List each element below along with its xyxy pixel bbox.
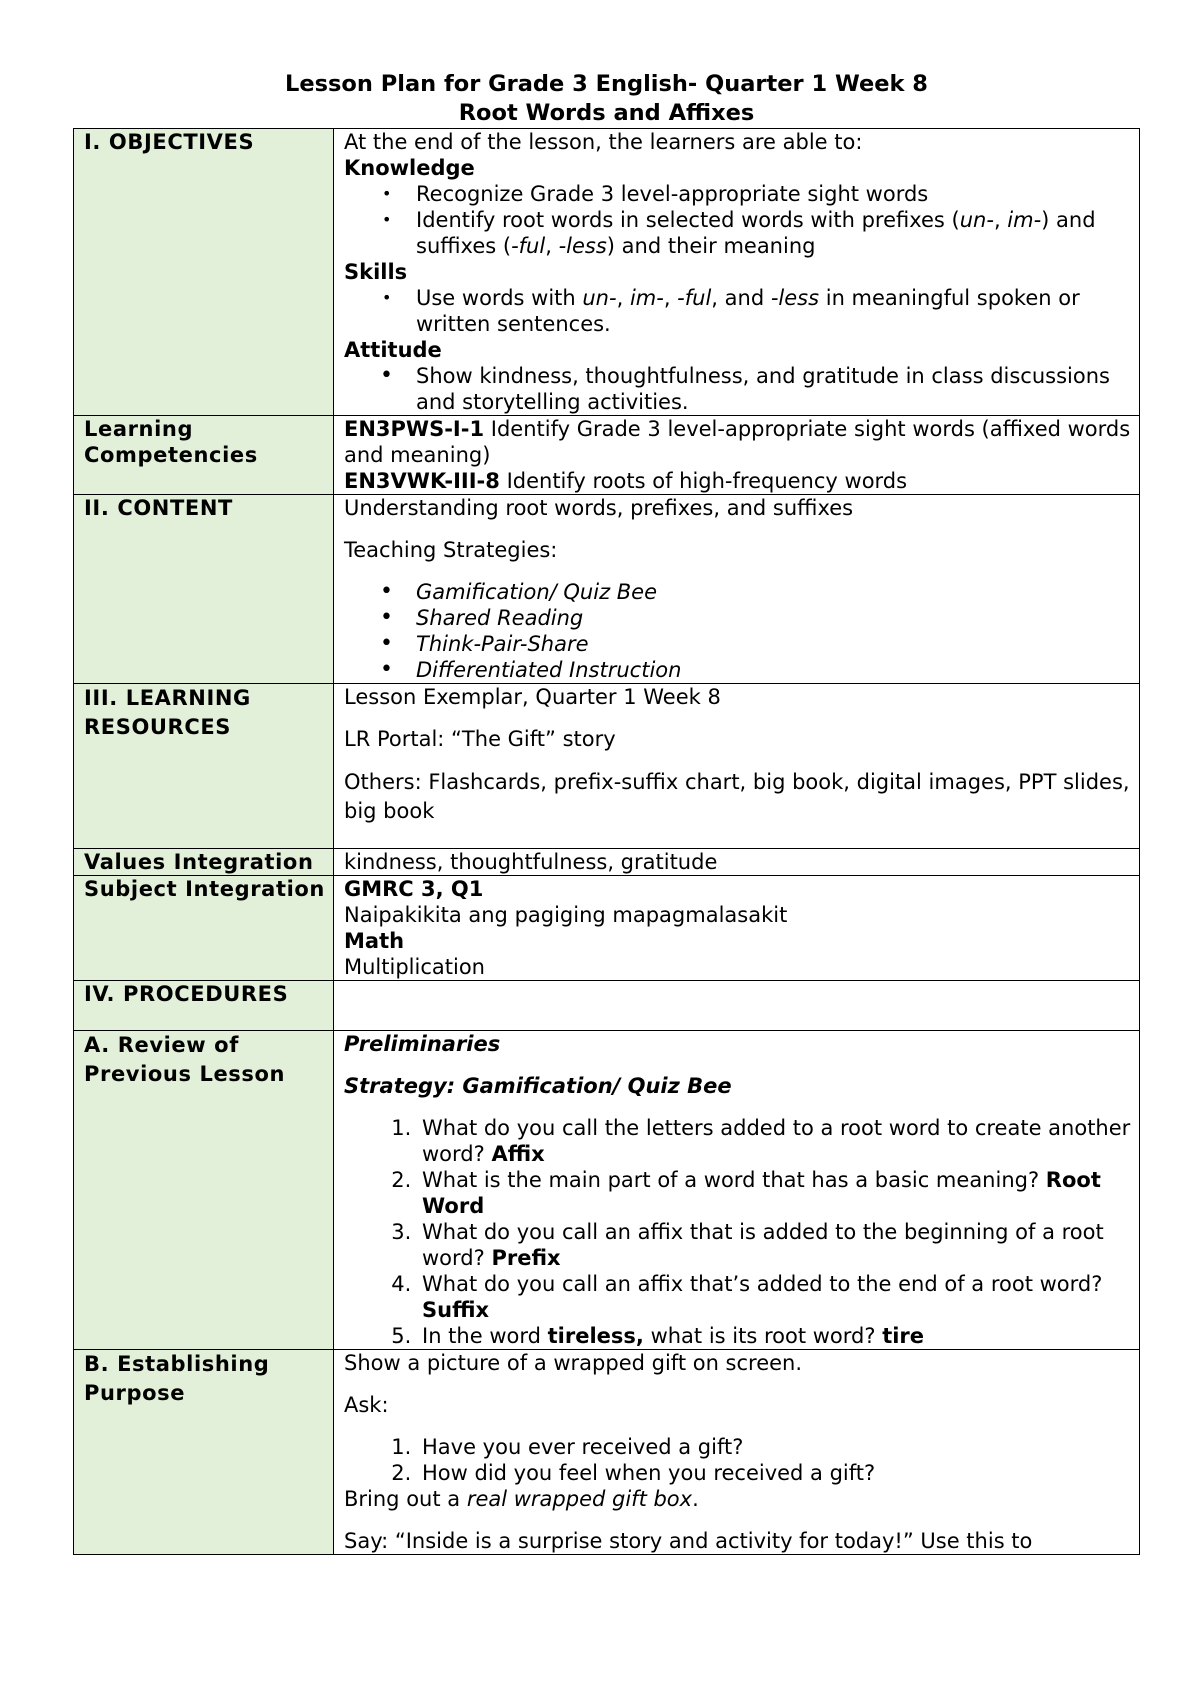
knowledge-heading: Knowledge: [344, 156, 475, 180]
row-label-objectives: I. OBJECTIVES: [74, 129, 334, 416]
strategies-list: [344, 579, 1131, 683]
table-row: [74, 129, 1140, 416]
resources-line-2: LR Portal: “The Gift” story: [344, 727, 616, 751]
bring-out-line: Bring out a real wrapped gift box.: [344, 1487, 699, 1511]
gmrc-text: Naipakikita ang pagiging mapagmalasakit: [344, 903, 788, 927]
procedures-cell: [334, 981, 1140, 1031]
table-row: [74, 1031, 1140, 1350]
objectives-intro: At the end of the lesson, the learners are able to:: [344, 130, 863, 154]
knowledge-list: [344, 181, 1131, 259]
row-label-values: Values Integration: [74, 849, 334, 876]
content-text: Understanding root words, prefixes, and suffixes: [344, 496, 854, 520]
values-cell: kindness, thoughtfulness, gratitude: [334, 849, 1140, 876]
competency-2: EN3VWK-III-8 Identify roots of high-frequency words: [344, 469, 908, 493]
table-row: [74, 684, 1140, 849]
establishing-line-1: Show a picture of a wrapped gift on screen.: [344, 1351, 803, 1375]
attitude-heading: Attitude: [344, 338, 442, 362]
table-row: [74, 849, 1140, 876]
row-label-establishing: B. Establishing Purpose: [74, 1350, 334, 1555]
list-item: 5. In the word tireless, what is its root word? tire: [418, 1323, 1131, 1349]
math-heading: Math: [344, 929, 405, 953]
resources-cell: [334, 684, 1140, 849]
row-label-competencies: Learning Competencies: [74, 416, 334, 495]
skills-list: [344, 285, 1131, 337]
list-item: 4. What do you call an affix that’s added to the end of a root word? Suffix: [418, 1271, 1131, 1323]
list-item: 1. Have you ever received a gift?: [418, 1434, 1131, 1460]
document-title-line1: Lesson Plan for Grade 3 English- Quarter 1 Week 8: [285, 71, 928, 97]
list-item: • Think-Pair-Share: [416, 631, 1131, 657]
review-questions: [344, 1115, 1131, 1349]
list-item: • Recognize Grade 3 level-appropriate sight words: [416, 181, 1131, 207]
list-item: • Shared Reading: [416, 605, 1131, 631]
competency-1: EN3PWS-I-1 Identify Grade 3 level-appropriate sight words (affixed words and meaning): [344, 417, 1131, 467]
list-item: • Show kindness, thoughtfulness, and gratitude in class discussions and storytelling activities.: [416, 363, 1131, 415]
resources-line-1: Lesson Exemplar, Quarter 1 Week 8: [344, 685, 721, 709]
list-item: 2. How did you feel when you received a gift?: [418, 1460, 1131, 1486]
list-item: • Gamification/ Quiz Bee: [416, 579, 1131, 605]
subject-cell: [334, 876, 1140, 981]
row-label-resources: III. LEARNING RESOURCES: [74, 684, 334, 849]
row-label-review: A. Review of Previous Lesson: [74, 1031, 334, 1350]
say-line: Say: “Inside is a surprise story and activity for today!” Use this to: [344, 1529, 1033, 1553]
list-item: 3. What do you call an affix that is added to the beginning of a root word? Prefix: [418, 1219, 1131, 1271]
table-row: [74, 876, 1140, 981]
attitude-list: [344, 363, 1131, 415]
objectives-cell: [334, 129, 1140, 416]
content-cell: [334, 495, 1140, 684]
lesson-plan-table: [73, 128, 1140, 1555]
skills-heading: Skills: [344, 260, 408, 284]
gmrc-heading: GMRC 3, Q1: [344, 877, 484, 901]
resources-line-3: Others: Flashcards, prefix-suffix chart, big book, digital images, PPT slides, big book: [344, 770, 1130, 823]
table-row: [74, 416, 1140, 495]
document-title-line2: Root Words and Affixes: [458, 100, 755, 126]
strategies-heading: Teaching Strategies:: [344, 538, 558, 562]
row-label-subject: Subject Integration: [74, 876, 334, 981]
list-item: • Identify root words in selected words with prefixes (un-, im-) and suffixes (-ful, -less) and their meaning: [416, 207, 1131, 259]
list-item: 1. What do you call the letters added to a root word to create another word? Affix: [418, 1115, 1131, 1167]
lesson-plan-page: [73, 70, 1140, 1555]
competencies-cell: [334, 416, 1140, 495]
review-strategy: Strategy: Gamification/ Quiz Bee: [344, 1074, 732, 1098]
math-text: Multiplication: [344, 955, 485, 979]
list-item: • Differentiated Instruction: [416, 657, 1131, 683]
row-label-content: II. CONTENT: [74, 495, 334, 684]
ask-questions: [344, 1434, 1131, 1486]
table-row: [74, 1350, 1140, 1555]
list-item: 2. What is the main part of a word that has a basic meaning? Root Word: [418, 1167, 1131, 1219]
table-row: [74, 981, 1140, 1031]
ask-label: Ask:: [344, 1393, 389, 1417]
preliminaries-heading: Preliminaries: [344, 1032, 501, 1056]
establishing-cell: [334, 1350, 1140, 1555]
list-item: • Use words with un-, im-, -ful, and -less in meaningful spoken or written sentences.: [416, 285, 1131, 337]
review-cell: [334, 1031, 1140, 1350]
table-row: [74, 495, 1140, 684]
row-label-procedures: IV. PROCEDURES: [74, 981, 334, 1031]
